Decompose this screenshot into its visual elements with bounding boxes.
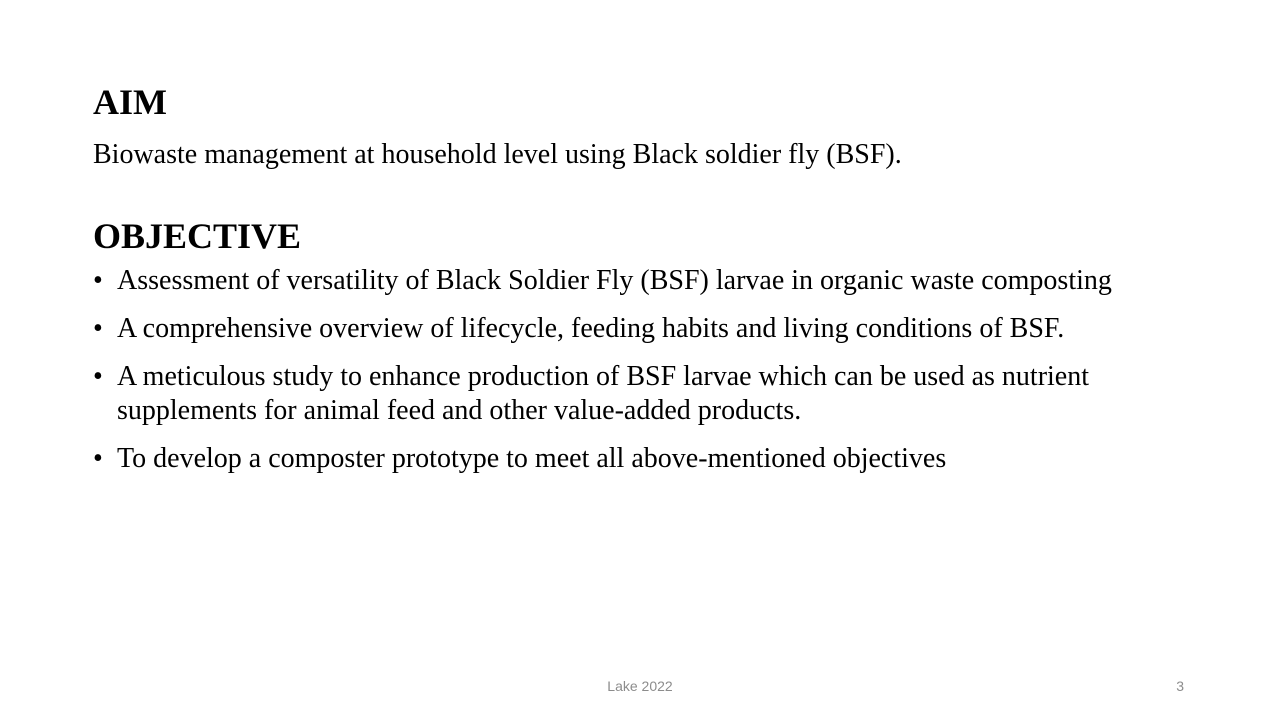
objective-item-text: Assessment of versatility of Black Soldier Fly (BSF) larvae in organic waste composting [117,265,1112,296]
objective-heading: OBJECTIVE [93,216,302,256]
objective-item [93,264,1173,298]
footer-text: Lake 2022 [607,678,673,694]
objective-item [93,360,1173,428]
objective-item [93,442,1173,476]
objective-item-text: To develop a composter prototype to meet all above-mentioned objectives [117,443,947,474]
slide-number: 3 [1176,678,1184,694]
slide-content [93,82,1173,490]
objective-item-text: A comprehensive overview of lifecycle, feeding habits and living conditions of BSF. [117,313,1065,344]
objective-list [93,264,1173,476]
objective-item-text: A meticulous study to enhance production of BSF larvae which can be used as nutrient supplements for animal feed and other value-added products. [117,361,1090,426]
objective-item [93,312,1173,346]
aim-text: Biowaste management at household level using Black soldier fly (BSF). [93,139,902,170]
bullet-icon: • [93,443,103,474]
bullet-icon: • [93,361,103,392]
aim-heading: AIM [93,82,167,122]
bullet-icon: • [93,265,103,296]
bullet-icon: • [93,313,103,344]
